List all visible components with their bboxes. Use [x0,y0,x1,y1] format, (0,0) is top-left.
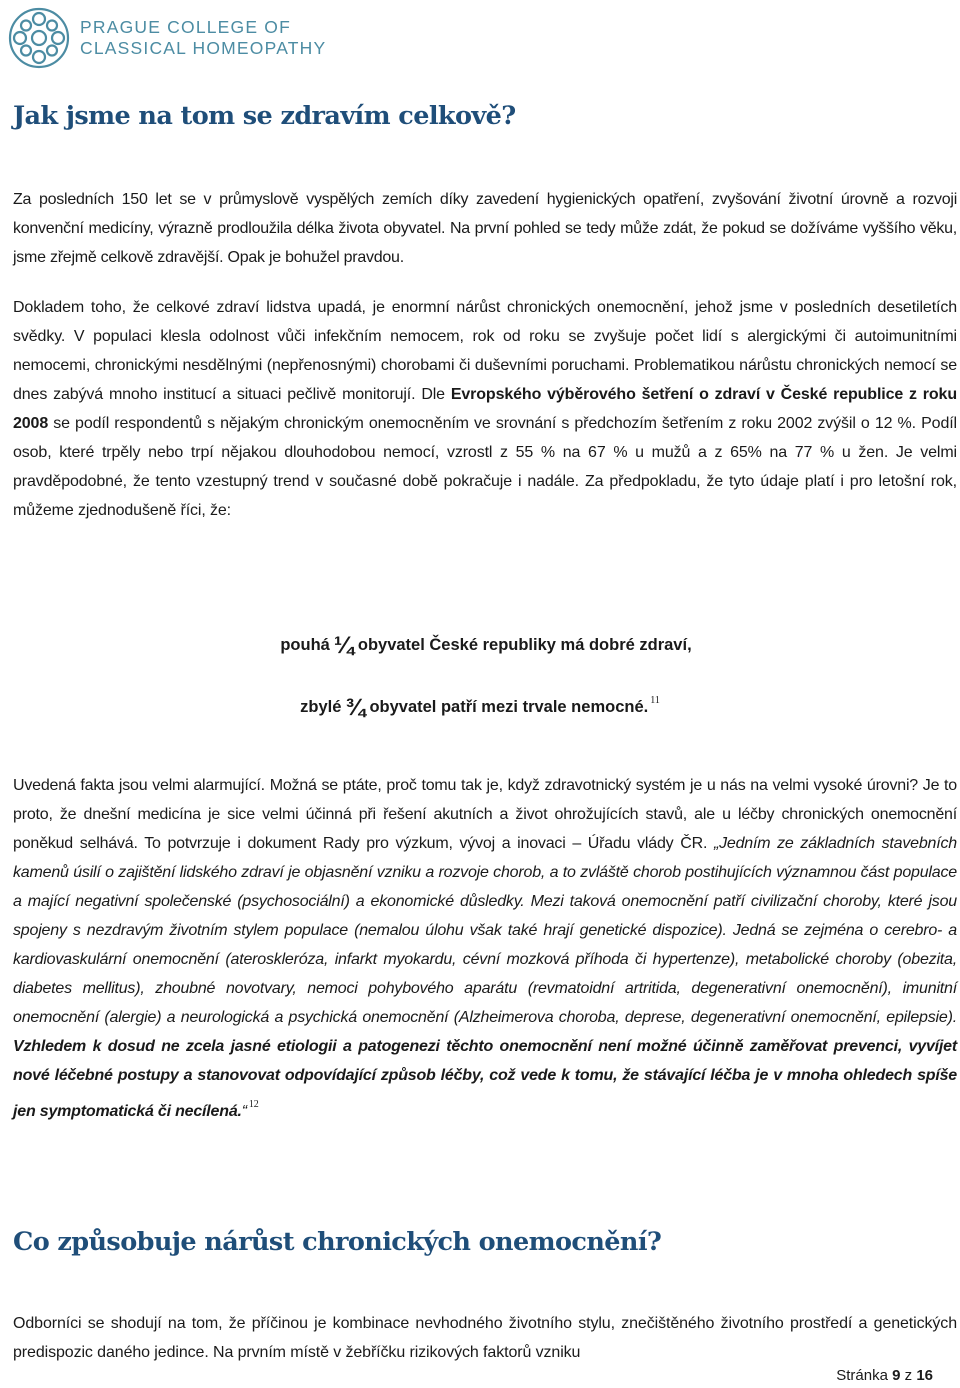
paragraph-chronic-diseases [13,293,957,525]
closing-quote: “ [241,1103,247,1120]
paragraph-text: se podíl respondentů s nějakým chronickým onemocněním ve srovnání s předchozím šetřením z roku 2002 zvýšil o 12 %. Podíl osob, které trpěly nebo trpí nějakou dlouhodobou nemocí, vzrostl z 55 % na 67 % u mužů a z 65% na 77 % u žen. Je velmi pravděpodobné, že tento vzestupný trend v současné době pokračuje i nadále. Za předpokladu, že tyto údaje platí i pro letošní rok, můžeme zjednodušeně říci, že: [13,415,957,519]
page-separator: z [904,1367,913,1384]
quoted-text: „Jedním ze základních stavebních kamenů úsilí o zajištění lidského zdraví je objasnění vzniku a rozvoje chorob, a to zvláště chorob postihujících významnou část populace a mající negativní společenské (psychosociální) a ekonomické důsledky. Mezi taková onemocnění patří civilizační choroby, které jsou spojeny s nezdravým životním stylem populace (nemalou úlohu však také hrají genetické dispozice). Jedná se zejména o cerebro- a kardiovaskulární onemocnění (ateroskleróza, infarkt myokardu, cévní mozková příhoda či hypertenze), metabolické choroby (obezita, diabetes mellitus), zhoubné novotvary, nemoci pohybového aparátu (revmatoidní artritida, degenerativní onemocnění), imunitní onemocnění (alergie) a neurologická a psychická onemocnění (Alzheimerova choroba, deprese, degenerativní onemocnění, epilepsie). [13,835,957,1026]
footnote-ref-12: 12 [248,1099,259,1110]
paragraph-text: Dokladem toho, že celkové zdraví lidstva upadá, je enormní nárůst chronických onemocnění, jehož jsme v posledních desetiletích svědky. V populaci klesla odolnost vůči infekčním nemocem, rok od roku se zvyšuje počet lidí s alergickými či autoimunitními nemocemi, chronickými nesdělnými (nepřenosnými) chorobami či duševními poruchami. Problematikou nárůstu chronických nemocí se dnes zabývá mnoho institucí a situaci pečlivě monitorují. Dle [13,299,957,403]
fraction-quarter: ¼ [333,632,354,659]
footnote-ref-11: 11 [650,695,660,706]
college-name [80,17,326,59]
section-heading-causes: Co způsobuje nárůst chronických onemocnění? [13,1227,662,1257]
page-label: Stránka [836,1367,888,1384]
highlight-text: obyvatel České republiky má dobré zdraví, [357,636,692,654]
quoted-text-emphasis: Vzhledem k dosud ne zcela jasné etiologii a patogenezi těchto onemocnění není možné účinně zaměřovat prevenci, vyvíjet nové léčebné postupy a stanovovat odpovídající způsob léčby, což vede k tomu, že stávající léčba je v mnoha ohledech spíše jen symptomatická či necílená. [13,1038,957,1120]
section-heading-health: Jak jsme na tom se zdravím celkově? [13,101,516,131]
college-name-line1: PRAGUE COLLEGE OF [80,17,292,37]
highlight-text: pouhá [280,636,330,654]
survey-reference: Evropského výběrového šetření o zdraví v České republice z roku 2008 [13,386,957,432]
paragraph-text: Uvedená fakta jsou velmi alarmující. Možná se ptáte, proč tomu tak je, když zdravotnický systém je u nás na velmi vysoké úrovni? Je to proto, že dnešní medicína je sice velmi účinná při řešení akutních a život ohrožujících stavů, ale u léčby chronických onemocnění poněkud selhává. To potvrzuje i dokument Rady pro výzkum, vývoj a inovaci – Úřadu vlády ČR. [13,777,957,852]
page-header [6,6,326,70]
paragraph-causes: Odborníci se shodují na tom, že příčinou je kombinace nevhodného životního stylu, znečištěného životního prostředí a genetických predispozic daného jedince. Na prvním místě v žebříčku rizikových faktorů vzniku [13,1315,957,1361]
college-name-line2: CLASSICAL HOMEOPATHY [80,38,327,58]
highlight-ill-share [0,694,960,722]
paragraph-intro: Za posledních 150 let se v průmyslově vyspělých zemích díky zavedení hygienických opatření, zvyšování životní úrovně a rozvoji konvenční medicíny, výrazně prodloužila délka života obyvatel. Na první pohled se tedy může zdát, že pokud se dožíváme vyššího věku, jsme zřejmě celkově zdravější. Opak je bohužel pravdou. [13,191,957,266]
fraction-three-quarters: ¾ [345,694,366,721]
paragraph-medicine [13,771,957,1126]
highlight-healthy-share [0,632,960,660]
highlight-text: obyvatel patří mezi trvale nemocné. [369,698,649,716]
highlight-text: zbylé [300,698,342,716]
page-number [836,1367,933,1384]
college-logo-icon [6,7,72,69]
page-current: 9 [892,1367,901,1384]
page-total: 16 [916,1367,933,1384]
